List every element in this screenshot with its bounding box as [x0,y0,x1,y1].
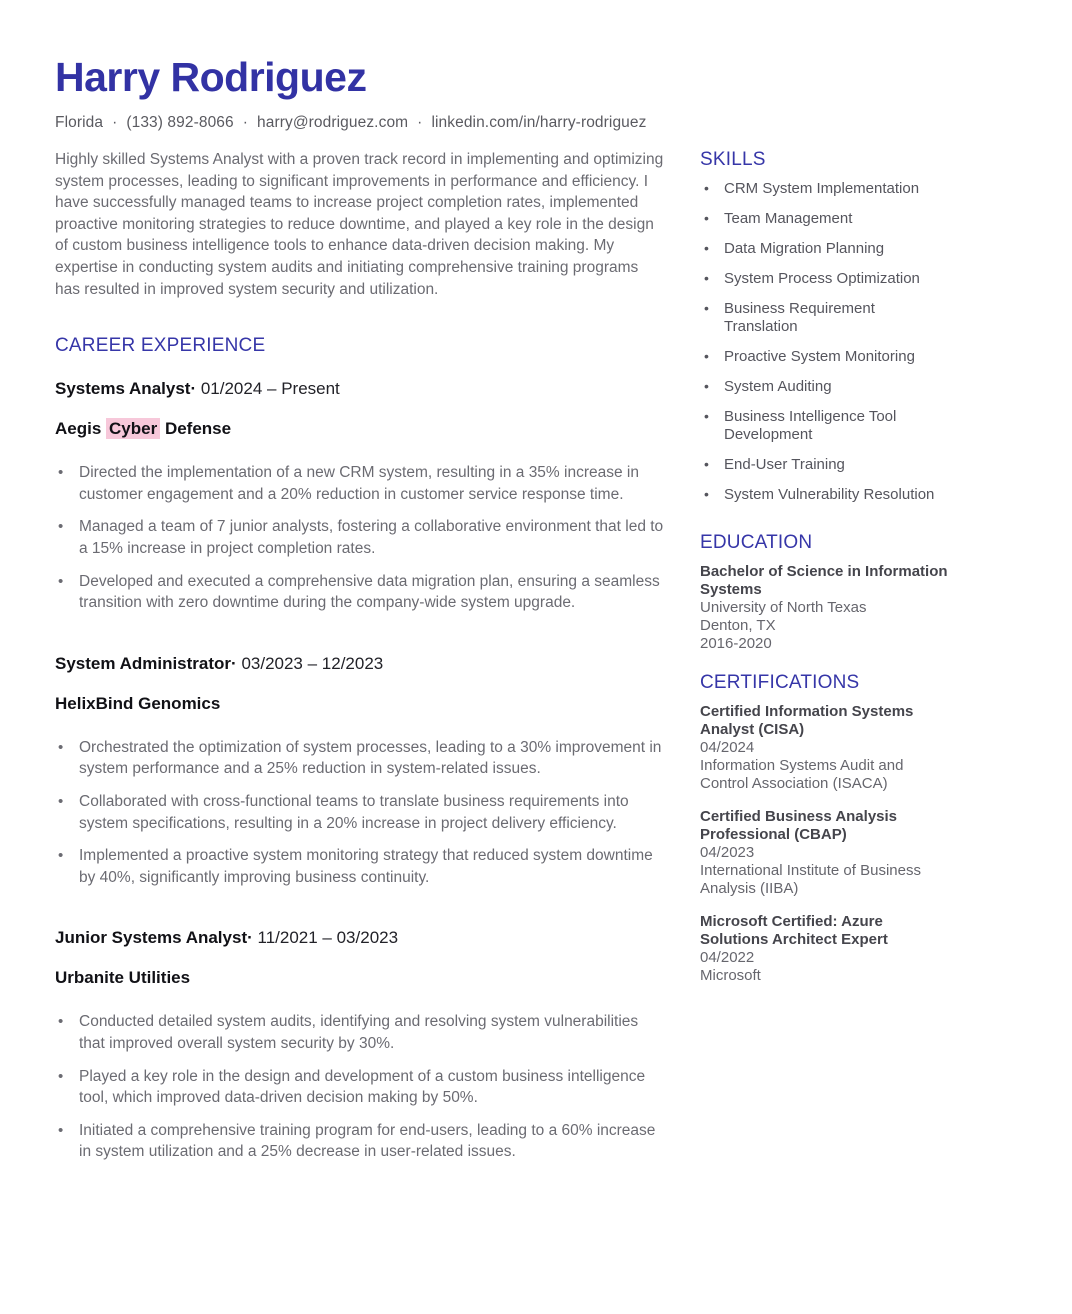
certification-date: 04/2022 [700,949,755,967]
job-title-line [55,379,667,399]
job-bullet: • Collaborated with cross-functional teams to translate business requirements into system specifications, resulting in a 20% increase in project delivery efficiency. [55,791,667,834]
skill-item: • System Auditing [700,378,950,396]
job-bullet: • Directed the implementation of a new CRM system, resulting in a 35% increase in customer engagement and a 20% reduction in customer service response time. [55,462,667,505]
job-bullet: • Implemented a proactive system monitoring strategy that reduced system downtime by 40%, significantly improving business continuity. [55,845,667,888]
contact-line [55,114,1072,132]
skill-item: • Business Intelligence Tool Development [700,408,950,444]
sidebar-column [700,149,950,1163]
job-title-line [55,654,667,674]
job-bullet-list [55,462,667,614]
education-location: Denton, TX [700,617,776,635]
professional-summary: Highly skilled Systems Analyst with a proven track record in implementing and optimizing system processes, leading to significant improvements in performance and efficiency. I have successfully managed teams to increase project completion rates, implemented proactive monitoring strategies to reduce downtime, and played a key role in the design of custom business intelligence tools to enhance data-driven decision making. My expertise in conducting system audits and initiating comprehensive training programs has resulted in improved system security and utilization. [55,151,664,298]
job-title: Junior Systems Analyst [55,928,248,948]
skill-item: • System Vulnerability Resolution [700,486,950,504]
job-entry [55,379,667,614]
job-bullet: • Developed and executed a comprehensive data migration plan, ensuring a seamless transition with zero downtime during the company-wide system upgrade. [55,571,667,614]
job-entry [55,928,667,1163]
job-bullet: • Played a key role in the design and development of a custom business intelligence tool, which improved data-driven decision making by 50%. [55,1066,667,1109]
title-date-separator: · [247,928,253,948]
main-column [55,149,667,1163]
highlighted-word: Cyber [106,418,160,439]
certification-issuer: Microsoft [700,967,761,985]
skill-item: • CRM System Implementation [700,180,950,198]
certification-name: Microsoft Certified: Azure Solutions Architect Expert [700,913,888,949]
job-title-line [55,928,667,948]
contact-linkedin: linkedin.com/in/harry-rodriguez [431,114,647,132]
certification-date: 04/2023 [700,844,755,862]
job-dates: 11/2021 – 03/2023 [257,928,399,948]
education-degree: Bachelor of Science in Information Systems [700,563,948,599]
certification-date: 04/2024 [700,739,755,757]
company-name-text: HelixBind Genomics [55,693,221,713]
contact-phone: (133) 892-8066 [126,114,234,132]
contact-separator: · [417,114,423,132]
company-name [55,968,667,988]
job-dates: 01/2024 – Present [200,379,340,399]
company-name-text: Aegis [55,419,107,439]
skills-heading: SKILLS [700,149,766,171]
skill-item: • Proactive System Monitoring [700,348,950,366]
contact-separator: · [112,114,118,132]
job-dates: 03/2023 – 12/2023 [241,653,384,673]
contact-location: Florida [55,114,104,132]
job-bullet: • Orchestrated the optimization of system processes, leading to a 30% improvement in system performance and a 25% reduction in system-related issues. [55,737,667,780]
certification-issuer: Information Systems Audit and Control Association (ISACA) [700,757,904,793]
certification-entry [700,703,950,793]
company-name-text: Defense [160,419,232,439]
skill-item: • System Process Optimization [700,270,950,288]
content-columns [55,149,1072,1163]
skill-item: • End-User Training [700,456,950,474]
company-name [55,419,667,439]
title-date-separator: · [231,653,237,673]
title-date-separator: · [190,379,197,399]
certifications-heading: CERTIFICATIONS [700,672,860,694]
job-entry [55,654,667,889]
career-experience-heading: CAREER EXPERIENCE [55,335,266,357]
education-heading: EDUCATION [700,532,813,554]
job-bullet-list [55,737,667,889]
skill-item: • Business Requirement Translation [700,300,950,336]
company-name-text: Urbanite Utilities [55,968,191,988]
skills-list [700,180,950,504]
job-title: Systems Analyst [55,379,191,399]
skill-item: • Data Migration Planning [700,240,950,258]
candidate-name: Harry Rodriguez [55,54,367,100]
certification-issuer: International Institute of Business Analysis (IIBA) [700,862,921,898]
job-bullet: • Managed a team of 7 junior analysts, fostering a collaborative environment that led to a 15% increase in project completion rates. [55,516,667,559]
certification-name: Certified Information Systems Analyst (CISA) [700,703,914,739]
contact-separator: · [242,114,249,132]
certification-name: Certified Business Analysis Professional (CBAP) [700,808,898,844]
job-bullet: • Initiated a comprehensive training program for end-users, leading to a 60% increase in system utilization and a 25% decrease in user-related issues. [55,1120,667,1163]
job-bullet-list [55,1011,667,1163]
education-school: University of North Texas [700,599,867,617]
job-title: System Administrator [55,653,232,673]
certification-entry [700,913,950,985]
certification-entry [700,808,950,898]
skill-item: • Team Management [700,210,950,228]
job-bullet: • Conducted detailed system audits, identifying and resolving system vulnerabilities that improved overall system security by 30%. [55,1011,667,1054]
education-dates: 2016-2020 [700,635,772,653]
education-entry [700,563,950,653]
contact-email: harry@rodriguez.com [257,114,409,132]
company-name [55,694,667,714]
